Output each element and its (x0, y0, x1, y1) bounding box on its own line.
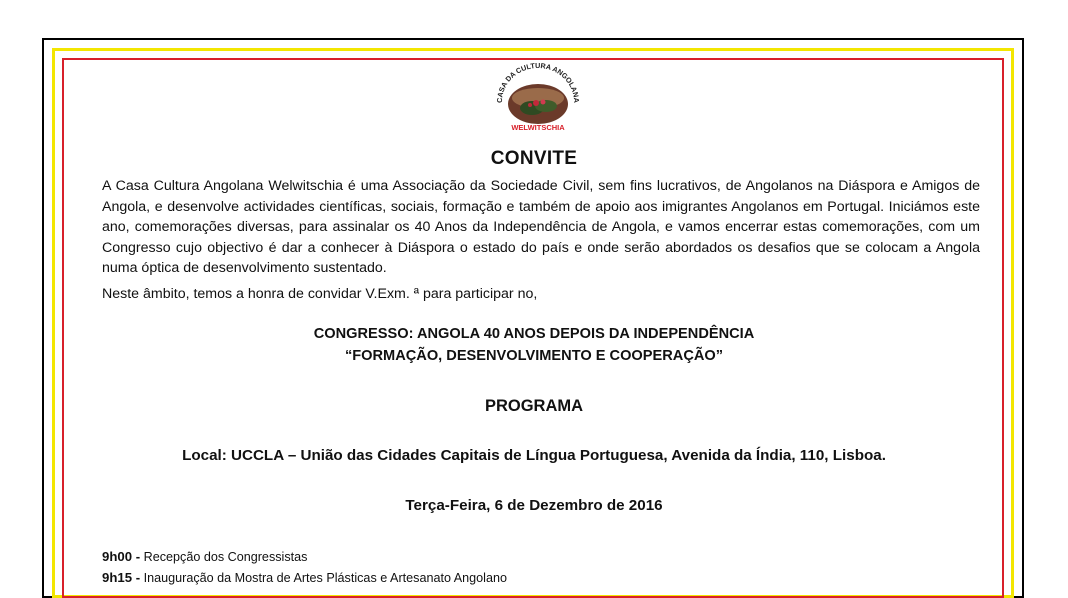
intro-paragraph: A Casa Cultura Angolana Welwitschia é uma Associação da Sociedade Civil, sem fins lucrativos, de Angolanos na Diáspora e Amigos de Angola, e desenvolve actividades científicas, sociais, formação e também de apoio aos imigrantes Angolanos em Portugal. Iniciámos este ano, comemorações diversas, para assinalar os 40 Anos da Independência de Angola, e vamos encerrar estas comemorações, com um Congresso cujo objectivo é dar a conhecer à Diáspora o estado do país e onde serão abordados os desafios que se colocam a Angola numa óptica de desenvolvimento sustentado. (102, 178, 980, 277)
schedule-text: Inauguração da Mostra de Artes Plásticas e Artesanato Angolano (143, 571, 507, 585)
svg-text:WELWITSCHIA: WELWITSCHIA (511, 123, 565, 132)
svg-text:CASA DA CULTURA ANGOLANA: CASA DA CULTURA ANGOLANA (494, 62, 582, 104)
congress-subtitle: “FORMAÇÃO, DESENVOLVIMENTO E COOPERAÇÃO” (344, 348, 724, 364)
intro-closing-line: Neste âmbito, temos a honra de convidar V.Exm. ª para participar no, (102, 286, 538, 302)
welwitschia-logo (488, 62, 588, 134)
event-date: Terça-Feira, 6 de Dezembro de 2016 (405, 497, 663, 514)
schedule-time: 9h00 - (102, 549, 141, 564)
programa-heading: PROGRAMA (484, 397, 584, 415)
schedule-time: 9h15 - (102, 570, 141, 585)
document-title: CONVITE (490, 148, 578, 169)
congress-title: CONGRESSO: ANGOLA 40 ANOS DEPOIS DA INDEPENDÊNCIA (313, 326, 755, 342)
schedule-item (102, 570, 507, 585)
schedule-item (102, 549, 307, 564)
schedule-text: Recepção dos Congressistas (143, 550, 308, 564)
event-location: Local: UCCLA – União das Cidades Capitais de Língua Portuguesa, Avenida da Índia, 110, Lisboa. (182, 447, 886, 464)
